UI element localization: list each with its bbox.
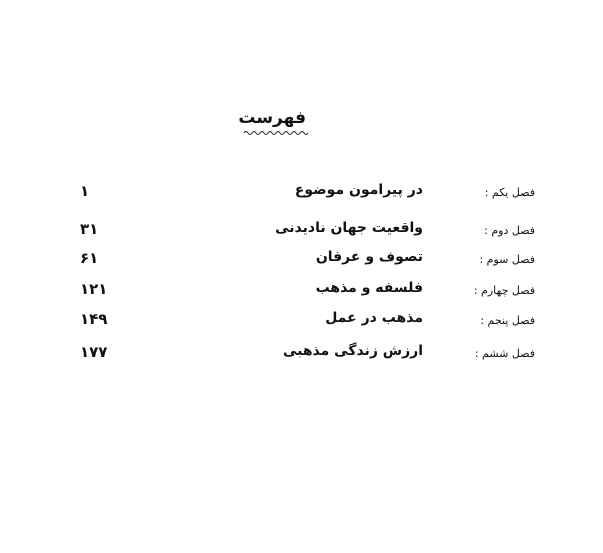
chapter-label: فصل پنجم : xyxy=(480,314,535,327)
toc-row xyxy=(0,220,603,246)
page-title: فهرست xyxy=(238,108,306,128)
page-number: ۱ xyxy=(80,182,90,200)
chapter-title: فلسفه و مذهب xyxy=(315,280,423,296)
toc-row xyxy=(0,343,603,369)
chapter-title: مذهب در عمل xyxy=(325,310,423,326)
page-number: ۱۴۹ xyxy=(80,310,108,328)
chapter-title: در پیرامون موضوع xyxy=(294,182,423,198)
toc-row xyxy=(0,182,603,208)
toc-row xyxy=(0,249,603,275)
chapter-title: واقعیت جهان نادیدنی xyxy=(275,220,423,236)
chapter-label: فصل ششم : xyxy=(474,347,535,360)
toc-row xyxy=(0,310,603,336)
chapter-label: فصل دوم : xyxy=(484,224,535,237)
toc-row xyxy=(0,280,603,306)
page-number: ۳۱ xyxy=(80,220,99,238)
page-number: ۱۷۷ xyxy=(80,343,108,361)
page-number: ۶۱ xyxy=(80,249,99,267)
chapter-title: تصوف و عرفان xyxy=(315,249,423,265)
chapter-label: فصل چهارم : xyxy=(473,284,535,297)
chapter-label: فصل یکم : xyxy=(484,186,535,199)
page-number: ۱۲۱ xyxy=(80,280,108,298)
chapter-label: فصل سوم : xyxy=(479,253,535,266)
chapter-title: ارزش زندگی مذهبی xyxy=(282,343,423,359)
